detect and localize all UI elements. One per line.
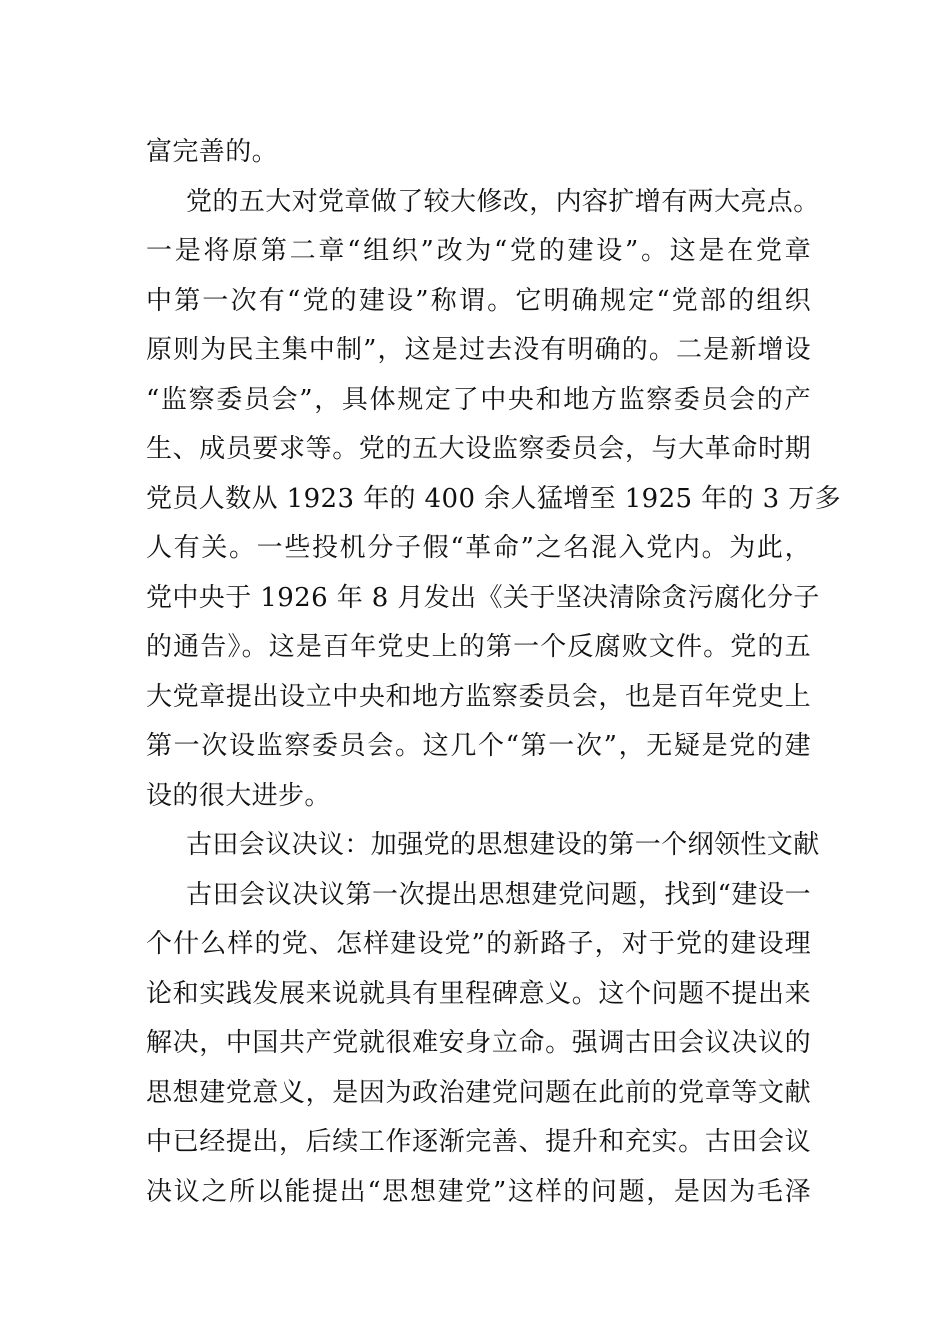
text-line: 党中央于 1926 年 8 月发出《关于坚决清除贪污腐化分子 xyxy=(146,582,820,613)
section-heading: 古田会议决议：加强党的思想建设的第一个纲领性文献 xyxy=(186,830,820,860)
text-line: 中已经提出，后续工作逐渐完善、提升和充实。古田会议 xyxy=(146,1127,811,1157)
text-line: “监察委员会”，具体规定了中央和地方监察委员会的产 xyxy=(146,384,811,415)
text-line: 生、成员要求等。党的五大设监察委员会，与大革命时期 xyxy=(146,434,811,464)
text-line: 第一次设监察委员会。这几个“第一次”，无疑是党的建 xyxy=(146,731,811,761)
text-line: 党员人数从 1923 年的 400 余人猛增至 1925 年的 3 万多 xyxy=(146,483,842,514)
text-line: 古田会议决议第一次提出思想建党问题，找到“建设一 xyxy=(186,879,811,910)
text-line: 个什么样的党、怎样建设党”的新路子，对于党的建设理 xyxy=(146,929,811,959)
text-line: 设的很大进步。 xyxy=(146,780,331,811)
text-line: 大党章提出设立中央和地方监察委员会，也是百年党史上 xyxy=(146,681,811,712)
text-line: 富完善的。 xyxy=(146,137,279,167)
text-line: 解决，中国共产党就很难安身立命。强调古田会议决议的 xyxy=(146,1028,811,1058)
text-line: 论和实践发展来说就具有里程碑意义。这个问题不提出来 xyxy=(146,978,811,1009)
text-line: 决议之所以能提出“思想建党”这样的问题，是因为毛泽 xyxy=(146,1176,811,1207)
text-line: 原则为民主集中制”，这是过去没有明确的。二是新增设 xyxy=(146,335,811,365)
text-line: 思想建党意义，是因为政治建党问题在此前的党章等文献 xyxy=(146,1077,811,1108)
text-line: 一是将原第二章“组织”改为“党的建设”。这是在党章 xyxy=(146,236,811,266)
text-line: 的通告》。这是百年党史上的第一个反腐败文件。党的五 xyxy=(146,632,811,662)
text-line: 党的五大对党章做了较大修改，内容扩增有两大亮点。 xyxy=(186,186,820,217)
text-line: 人有关。一些投机分子假“革命”之名混入党内。为此， xyxy=(146,533,811,563)
text-line: 中第一次有“党的建设”称谓。它明确规定“党部的组织 xyxy=(146,285,811,316)
body-text xyxy=(146,128,842,1217)
